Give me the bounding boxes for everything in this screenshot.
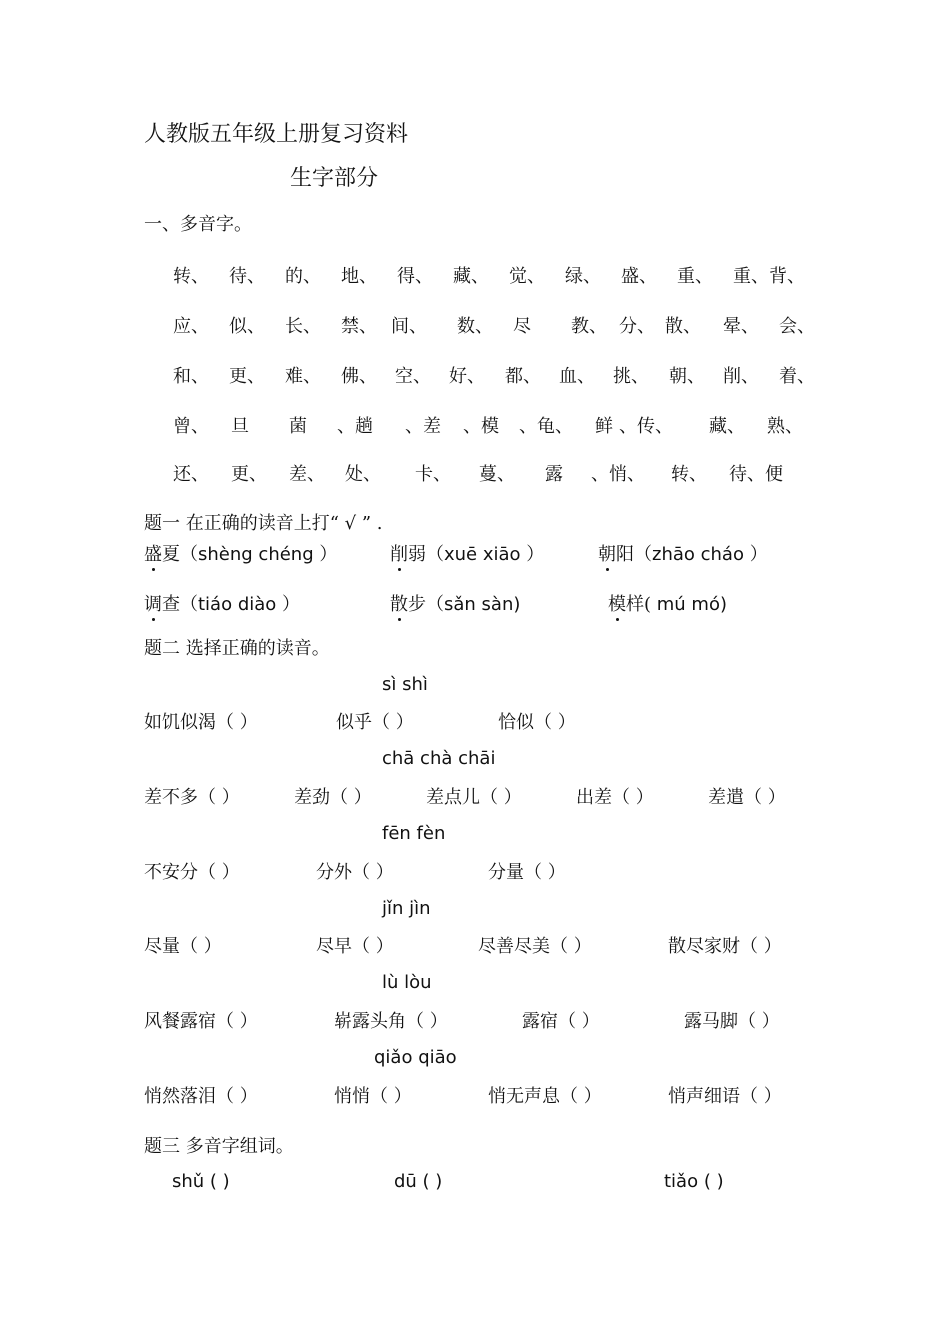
- section-heading: 一、多音字。: [144, 214, 252, 235]
- pinyin-options: chā chà chāi: [382, 748, 496, 769]
- char-item: 处、: [345, 464, 381, 485]
- q1-word-rest: 步（: [408, 594, 444, 615]
- char-item: 尽: [513, 316, 531, 337]
- char-item: 朝、: [669, 366, 705, 387]
- dotted-char: 削: [390, 544, 408, 565]
- question-title: 题三 多音字组词。: [144, 1136, 294, 1157]
- char-item: 长、: [285, 316, 321, 337]
- char-item: 重、背、: [733, 266, 805, 287]
- char-row: [173, 466, 823, 488]
- q1-pinyin-options: sǎn sàn): [444, 594, 521, 615]
- char-item: 空、: [395, 366, 431, 387]
- char-item: 差、: [289, 464, 325, 485]
- fill-word: 分外（ ）: [316, 862, 394, 883]
- fill-word: 分量（ ）: [488, 862, 566, 883]
- document-title: 人教版五年级上册复习资料: [144, 122, 409, 147]
- fill-word: 悄然落泪（ ）: [144, 1086, 258, 1107]
- fill-word: 如饥似渴（ ）: [144, 712, 258, 733]
- fill-word: 悄悄（ ）: [334, 1086, 412, 1107]
- char-row: [173, 418, 823, 440]
- char-item: 熟、: [767, 416, 803, 437]
- char-item: 、模: [463, 416, 499, 437]
- char-item: 教、: [571, 316, 607, 337]
- q1-word-rest: 弱（: [408, 544, 444, 565]
- fill-word: 崭露头角（ ）: [334, 1011, 448, 1032]
- char-row: [173, 318, 823, 340]
- char-item: 待、便: [729, 464, 783, 485]
- char-item: 曾、: [173, 416, 209, 437]
- q1-word-rest: 查（: [162, 594, 198, 615]
- char-item: 佛、: [341, 366, 377, 387]
- fill-word: 露宿（ ）: [522, 1011, 600, 1032]
- char-item: 觉、: [509, 266, 545, 287]
- char-item: 转、: [671, 464, 707, 485]
- char-item: 似、: [229, 316, 265, 337]
- char-item: 难、: [285, 366, 321, 387]
- char-item: 、龟、: [519, 416, 573, 437]
- char-item: 鲜: [595, 416, 613, 437]
- q1-pinyin-options: mú mó): [651, 594, 727, 615]
- char-item: 地、: [341, 266, 377, 287]
- q1-item: [390, 546, 544, 564]
- char-item: 露: [545, 464, 563, 485]
- pinyin-options: lù lòu: [382, 972, 432, 993]
- fill-word: 悄无声息（ ）: [488, 1086, 602, 1107]
- fill-word: 露马脚（ ）: [684, 1011, 780, 1032]
- char-item: 数、: [457, 316, 493, 337]
- char-item: 、趟: [337, 416, 373, 437]
- char-item: 更、: [231, 464, 267, 485]
- pinyin-options: qiǎo qiāo: [374, 1047, 457, 1068]
- char-item: 晕、: [723, 316, 759, 337]
- char-item: 间、: [391, 316, 427, 337]
- fill-word: 差点儿（ ）: [426, 787, 522, 808]
- char-item: 更、: [229, 366, 265, 387]
- q1-item: [598, 546, 768, 564]
- q1-pinyin-options: shèng chéng ）: [198, 544, 338, 565]
- char-item: 重、: [677, 266, 713, 287]
- fill-word: 差遣（ ）: [708, 787, 786, 808]
- char-row: [173, 268, 823, 290]
- char-item: 转、: [173, 266, 209, 287]
- char-item: 会、: [779, 316, 815, 337]
- char-item: 藏、: [709, 416, 745, 437]
- dotted-char: 调: [144, 594, 162, 615]
- q1-item: [608, 596, 727, 614]
- fill-word: 不安分（ ）: [144, 862, 240, 883]
- char-item: 卡、: [415, 464, 451, 485]
- char-item: 待、: [229, 266, 265, 287]
- question-title: 题一 在正确的读音上打“ √ ” .: [144, 513, 383, 534]
- q1-item: [144, 546, 337, 564]
- q1-pinyin-options: tiáo diào ）: [198, 594, 301, 615]
- fill-word: 尽善尽美（ ）: [478, 936, 592, 957]
- q1-pinyin-options: xuē xiāo ）: [444, 544, 545, 565]
- char-item: 禁、: [341, 316, 377, 337]
- fill-word: 悄声细语（ ）: [668, 1086, 782, 1107]
- char-item: 旦: [231, 416, 249, 437]
- dotted-char: 盛: [144, 544, 162, 565]
- document-subtitle: 生字部分: [290, 166, 379, 191]
- pinyin-blank: shǔ ( ): [172, 1171, 230, 1192]
- char-item: 着、: [779, 366, 815, 387]
- char-item: 、悄、: [591, 464, 645, 485]
- char-item: 的、: [285, 266, 321, 287]
- fill-word: 差劲（ ）: [294, 787, 372, 808]
- q1-word-rest: 夏（: [162, 544, 198, 565]
- char-item: 绿、: [565, 266, 601, 287]
- char-item: 挑、: [613, 366, 649, 387]
- fill-word: 风餐露宿（ ）: [144, 1011, 258, 1032]
- q1-word-rest: 样(: [626, 594, 652, 615]
- dotted-char: 朝: [598, 544, 616, 565]
- char-item: 菌: [289, 416, 307, 437]
- fill-word: 出差（ ）: [576, 787, 654, 808]
- fill-word: 尽早（ ）: [316, 936, 394, 957]
- char-item: 得、: [397, 266, 433, 287]
- char-item: 还、: [173, 464, 209, 485]
- char-item: 蔓、: [479, 464, 515, 485]
- q1-item: [390, 596, 520, 614]
- question-title: 题二 选择正确的读音。: [144, 638, 330, 659]
- char-item: 盛、: [621, 266, 657, 287]
- pinyin-blank: tiǎo ( ): [664, 1171, 724, 1192]
- fill-word: 似乎（ ）: [336, 712, 414, 733]
- q1-pinyin-options: zhāo cháo ）: [652, 544, 768, 565]
- fill-word: 恰似（ ）: [498, 712, 576, 733]
- pinyin-options: fēn fèn: [382, 823, 446, 844]
- char-item: 好、: [449, 366, 485, 387]
- q1-word-rest: 阳（: [616, 544, 652, 565]
- char-item: 散、: [665, 316, 701, 337]
- q1-item: [144, 596, 300, 614]
- fill-word: 尽量（ ）: [144, 936, 222, 957]
- pinyin-options: jǐn jìn: [382, 898, 431, 919]
- char-item: 、传、: [619, 416, 673, 437]
- char-item: 藏、: [453, 266, 489, 287]
- char-item: 应、: [173, 316, 209, 337]
- char-item: 分、: [619, 316, 655, 337]
- char-item: 都、: [505, 366, 541, 387]
- dotted-char: 散: [390, 594, 408, 615]
- char-item: 血、: [559, 366, 595, 387]
- char-item: 、差: [405, 416, 441, 437]
- fill-word: 差不多（ ）: [144, 787, 240, 808]
- char-item: 削、: [723, 366, 759, 387]
- dotted-char: 模: [608, 594, 626, 615]
- char-row: [173, 368, 823, 390]
- pinyin-options: sì shì: [382, 674, 428, 695]
- char-item: 和、: [173, 366, 209, 387]
- pinyin-blank: dū ( ): [394, 1171, 443, 1192]
- fill-word: 散尽家财（ ）: [668, 936, 782, 957]
